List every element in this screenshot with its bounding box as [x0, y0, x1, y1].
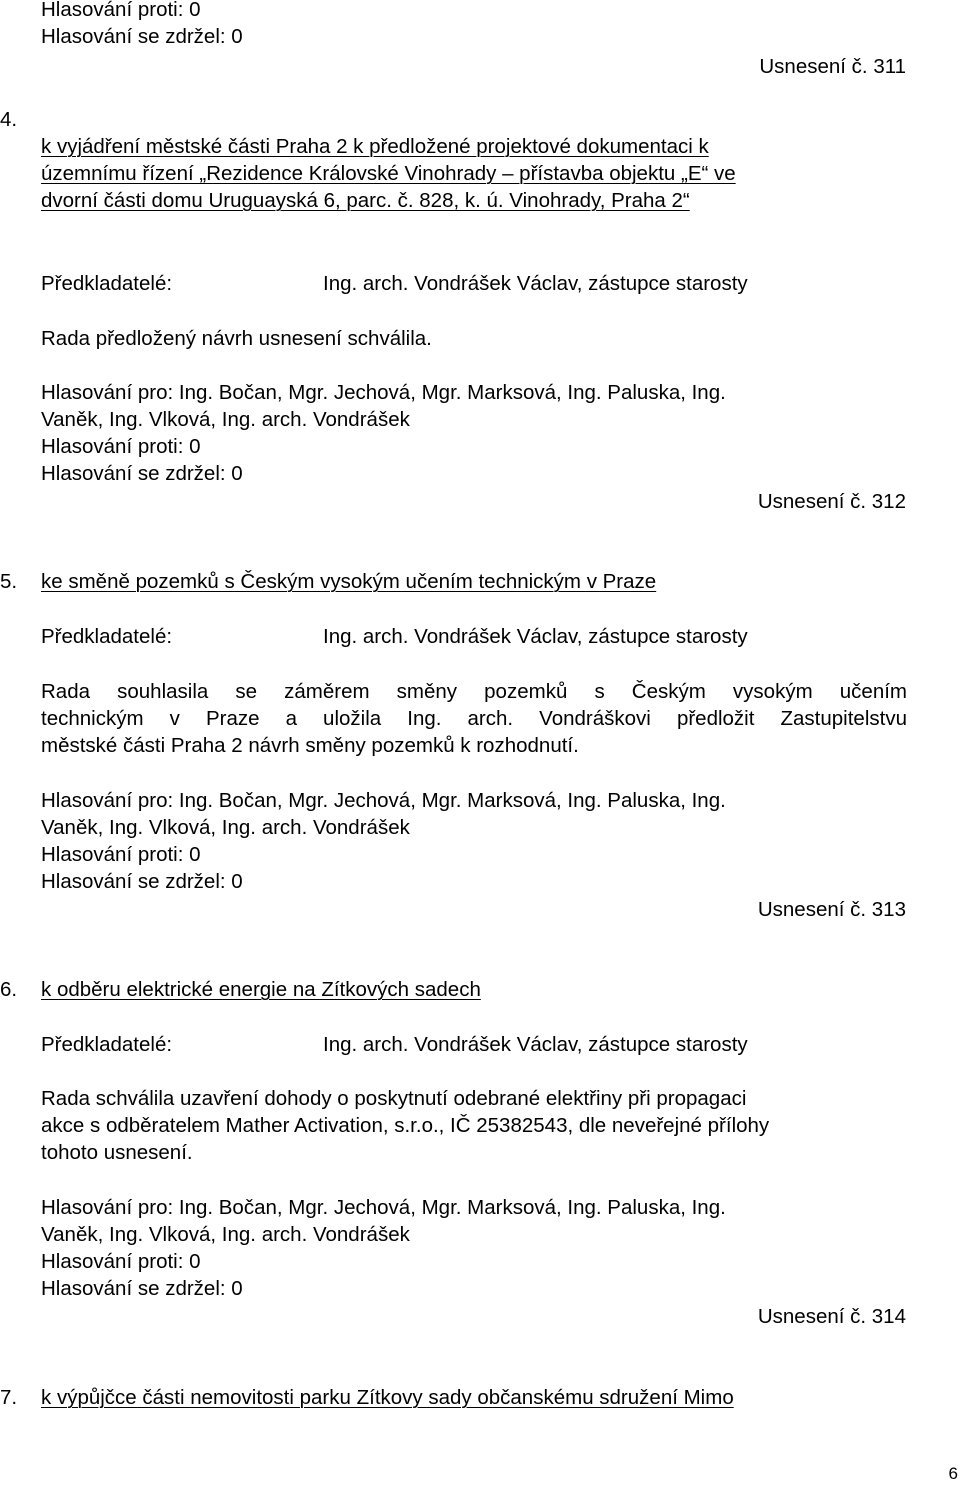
vote-abstain: Hlasování se zdržel: 0 — [41, 25, 243, 48]
item-title-line: územnímu řízení „Rezidence Královské Vinohrady – přístavba objektu „E“ ve — [41, 162, 736, 185]
resolution-text-line: technickým v Praze a uložila Ing. arch. Vondráškovi předložit Zastupitelstvu — [41, 707, 907, 730]
vote-abstain: Hlasování se zdržel: 0 — [41, 462, 243, 485]
resolution-text-line: městské části Praha 2 návrh směny pozemků k rozhodnutí. — [41, 734, 579, 757]
presenter-name: Ing. arch. Vondrášek Václav, zástupce starosty — [323, 1033, 748, 1056]
presenter-label: Předkladatelé: — [41, 1033, 173, 1056]
vote-for-line: Vaněk, Ing. Vlková, Ing. arch. Vondrášek — [41, 1223, 410, 1246]
vote-against: Hlasování proti: 0 — [41, 1250, 201, 1273]
item-title-line: k odběru elektrické energie na Zítkových sadech — [41, 978, 481, 1001]
vote-against: Hlasování proti: 0 — [41, 843, 201, 866]
resolution-text-line: akce s odběratelem Mather Activation, s.r.o., IČ 25382543, dle neveřejné přílohy — [41, 1114, 770, 1137]
item-number: 6. — [0, 978, 18, 1001]
item-number: 4. — [0, 108, 18, 131]
item-title-line: k vyjádření městské části Praha 2 k předložené projektové dokumentaci k — [41, 135, 709, 158]
resolution-text-line: Rada předložený návrh usnesení schválila. — [41, 327, 432, 350]
resolution-text-line: Rada schválila uzavření dohody o poskytnutí odebrané elektřiny při propagaci — [41, 1087, 747, 1110]
page-number: 6 — [948, 1464, 958, 1483]
resolution-number: Usnesení č. 311 — [759, 55, 906, 78]
resolution-number: Usnesení č. 313 — [757, 898, 906, 921]
vote-for-line: Hlasování pro: Ing. Bočan, Mgr. Jechová, Mgr. Marksová, Ing. Paluska, Ing. — [41, 789, 726, 812]
vote-against: Hlasování proti: 0 — [41, 0, 201, 21]
vote-for-line: Vaněk, Ing. Vlková, Ing. arch. Vondrášek — [41, 408, 410, 431]
vote-for-line: Hlasování pro: Ing. Bočan, Mgr. Jechová, Mgr. Marksová, Ing. Paluska, Ing. — [41, 1196, 726, 1219]
vote-against: Hlasování proti: 0 — [41, 435, 201, 458]
vote-abstain: Hlasování se zdržel: 0 — [41, 1277, 243, 1300]
resolution-number: Usnesení č. 312 — [757, 490, 906, 513]
item-title-line: k výpůjčce části nemovitosti parku Zítkovy sady občanskému sdružení Mimo — [41, 1386, 734, 1409]
item-number: 7. — [0, 1386, 18, 1409]
vote-abstain: Hlasování se zdržel: 0 — [41, 870, 243, 893]
resolution-text-line: tohoto usnesení. — [41, 1141, 193, 1164]
vote-for-line: Vaněk, Ing. Vlková, Ing. arch. Vondrášek — [41, 816, 410, 839]
item-title-line: ke směně pozemků s Českým vysokým učením technickým v Praze — [41, 570, 657, 593]
presenter-name: Ing. arch. Vondrášek Václav, zástupce starosty — [323, 625, 748, 648]
resolution-number: Usnesení č. 314 — [757, 1305, 906, 1328]
presenter-label: Předkladatelé: — [41, 625, 173, 648]
item-number: 5. — [0, 570, 18, 593]
presenter-label: Předkladatelé: — [41, 272, 173, 295]
vote-for-line: Hlasování pro: Ing. Bočan, Mgr. Jechová, Mgr. Marksová, Ing. Paluska, Ing. — [41, 381, 726, 404]
presenter-name: Ing. arch. Vondrášek Václav, zástupce starosty — [323, 272, 748, 295]
item-title-line: dvorní části domu Uruguayská 6, parc. č. 828, k. ú. Vinohrady, Praha 2“ — [41, 189, 690, 212]
resolution-text-line: Rada souhlasila se záměrem směny pozemků s Českým vysokým učením — [41, 680, 907, 703]
